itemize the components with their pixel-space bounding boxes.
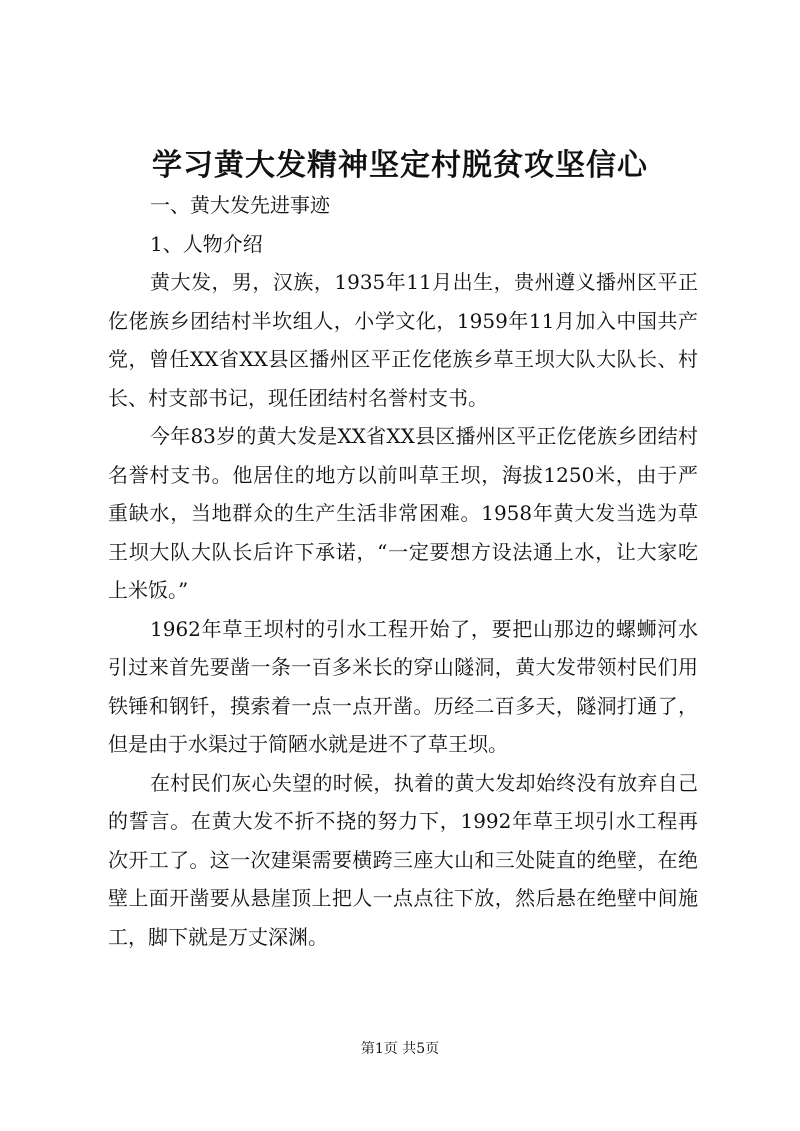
document-body bbox=[108, 186, 698, 956]
document-title: 学习黄大发精神坚定村脱贫攻坚信心 bbox=[152, 148, 648, 183]
subsection-heading: 1、人物介绍 bbox=[150, 231, 263, 256]
paragraph-3: 1962年草王坝村的引水工程开始了，要把山那边的螺蛳河水引过来首先要凿一条一百多米长的穿山隧洞，黄大发带领村民们用铁锤和钢钎，摸索着一点一点开凿。历经二百多天，隧洞打通了，但是由于水渠过于简陋水就是进不了草王坝。 bbox=[108, 616, 698, 756]
section-heading: 一、黄大发先进事迹 bbox=[150, 193, 330, 217]
page-footer: 第1页 共5页 bbox=[360, 1041, 440, 1057]
paragraph-2: 今年83岁的黄大发是XX省XX县区播州区平正仡佬族乡团结村名誉村支书。他居住的地方以前叫草王坝，海拔1250米，由于严重缺水，当地群众的生产生活非常困难。1958年黄大发当选为草王坝大队大队长后许下承诺，“一定要想方设法通上水，让大家吃上米饭。” bbox=[108, 424, 698, 602]
paragraph-4: 在村民们灰心失望的时候，执着的黄大发却始终没有放弃自己的誓言。在黄大发不折不挠的努力下，1992年草王坝引水工程再次开工了。这一次建渠需要横跨三座大山和三处陡直的绝壁，在绝壁上面开凿要从悬崖顶上把人一点点往下放，然后悬在绝壁中间施工，脚下就是万丈深渊。 bbox=[108, 770, 698, 949]
paragraph-1: 黄大发，男，汉族，1935年11月出生，贵州遵义播州区平正仡佬族乡团结村半坎组人，小学文化，1959年11月加入中国共产党，曾任XX省XX县区播州区平正仡佬族乡草王坝大队大队长、村长、村支部书记，现任团结村名誉村支书。 bbox=[108, 270, 698, 410]
